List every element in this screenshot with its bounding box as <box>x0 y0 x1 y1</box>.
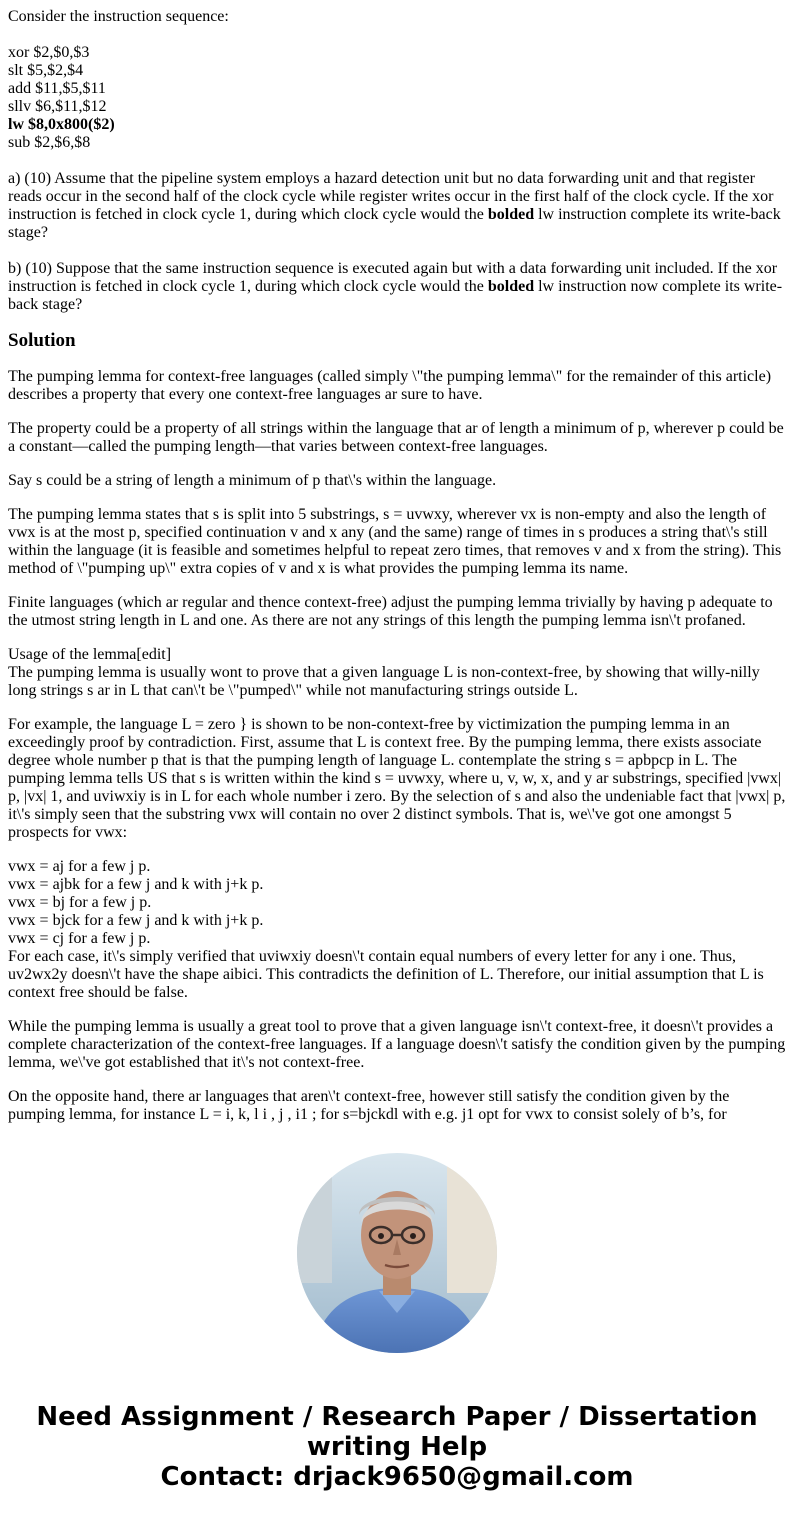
author-photo-icon <box>297 1153 497 1353</box>
question-intro: Consider the instruction sequence: <box>8 8 229 25</box>
solution-paragraph: For each case, it\'s simply verified that uviwxiy doesn\'t contain equal numbers of every letter for any i one. Thus, uv2wx2y doesn\'t have the shape aibici. This contradicts the definition of L. Therefore, our initial assumption that L is context free should be false. <box>8 948 764 1001</box>
contact-banner <box>0 1402 794 1492</box>
case-line: vwx = bjck for a few j and k with j+k p. <box>8 912 264 929</box>
instruction-line: xor $2,$0,$3 <box>8 44 90 61</box>
author-avatar <box>297 1153 497 1353</box>
instruction-list <box>8 44 786 152</box>
question-part-b: b) (10) Suppose that the same instruction sequence is executed again but with a data forwarding unit included. If the xor instruction is fetched in clock cycle 1, during which clock cycle would the bolded lw instruction now complete its write-back stage? <box>8 260 783 313</box>
question-part-a: a) (10) Assume that the pipeline system employs a hazard detection unit but no data forwarding unit and that register reads occur in the second half of the clock cycle while register writes occur in the first half of the clock cycle. If the xor instruction is fetched in clock cycle 1, during which clock cycle would the bolded lw instruction complete its write-back stage? <box>8 170 781 241</box>
bolded-word: bolded <box>487 206 535 223</box>
case-line: vwx = aj for a few j p. <box>8 858 151 875</box>
solution-paragraph: For example, the language L = zero } is shown to be non-context-free by victimization the pumping lemma in an exceedingly proof by contradiction. First, assume that L is context free. By the pumping lemma, there exists associate degree whole number p that is that the pumping length of language L. contemplate the string s = apbpcp in L. The pumping lemma tells US that s is written within the kind s = uvwxy, where u, v, w, x, and y ar substrings, specified |vwx| p, |vx| 1, and uviwxiy is in L for each whole number i zero. By the selection of s and also the undeniable fact that |vwx| p, it\'s simply seen that the substring vwx will contain no over 2 distinct symbols. That is, we\'ve got one amongst 5 prospects for vwx: <box>8 716 786 841</box>
instruction-line-bold: lw $8,0x800($2) <box>8 116 115 133</box>
case-list <box>8 858 786 1002</box>
solution-paragraph: While the pumping lemma is usually a great tool to prove that a given language isn\'t context-free, it doesn\'t provides a complete characterization of the context-free languages. If a language doesn\'t satisfy the condition given by the pumping lemma, we\'ve got established that it\'s not context-free. <box>8 1018 786 1071</box>
solution-heading: Solution <box>8 330 76 351</box>
case-line: vwx = cj for a few j p. <box>8 930 151 947</box>
instruction-line: sllv $6,$11,$12 <box>8 98 107 115</box>
case-line: vwx = ajbk for a few j and k with j+k p. <box>8 876 264 893</box>
article-content <box>8 8 786 1123</box>
banner-line: Need Assignment / Research Paper / Dissertation <box>36 1402 758 1432</box>
solution-paragraph: On the opposite hand, there ar languages that aren\'t context-free, however still satisfy the condition given by the pumping lemma, for instance L = i, k, l i , j , i1 ; for s=bjckdl with e.g. j1 opt for vwx to consist solely of b’s, for <box>8 1088 730 1123</box>
case-line: vwx = bj for a few j p. <box>8 894 152 911</box>
section-heading: Usage of the lemma[edit] <box>8 646 172 663</box>
solution-paragraph: The pumping lemma for context-free languages (called simply \"the pumping lemma\" for the remainder of this article) describes a property that every one context-free languages ar sure to have. <box>8 368 772 403</box>
instruction-line: add $11,$5,$11 <box>8 80 106 97</box>
solution-paragraph: The pumping lemma is usually wont to prove that a given language L is non-context-free, by showing that willy-nilly long strings s ar in L that can\'t be \"pumped\" while not manufacturing strings outside L. <box>8 664 760 699</box>
bolded-word: bolded <box>487 278 535 295</box>
instruction-line: sub $2,$6,$8 <box>8 134 91 151</box>
solution-paragraph: The property could be a property of all strings within the language that ar of length a minimum of p, wherever p could be a constant—called the pumping length—that varies between context-free languages. <box>8 420 784 455</box>
usage-section <box>8 646 786 700</box>
instruction-line: slt $5,$2,$4 <box>8 62 84 79</box>
banner-line: writing Help <box>306 1432 488 1462</box>
solution-paragraph: Finite languages (which ar regular and thence context-free) adjust the pumping lemma trivially by having p adequate to the utmost string length in L and one. As there are not any strings of this length the pumping lemma isn\'t profaned. <box>8 594 773 629</box>
contact-email: Contact: drjack9650@gmail.com <box>160 1462 634 1492</box>
solution-paragraph: Say s could be a string of length a minimum of p that\'s within the language. <box>8 472 497 489</box>
solution-paragraph: The pumping lemma states that s is split into 5 substrings, s = uvwxy, wherever vx is non-empty and also the length of vwx is at the most p, specified continuation v and x any (and the same) range of times in s produces a string that\'s still within the language (it is feasible and sometimes helpful to repeat zero times, that removes v and x from the string). This method of \"pumping up\" extra copies of v and x is what provides the pumping lemma its name. <box>8 506 782 577</box>
